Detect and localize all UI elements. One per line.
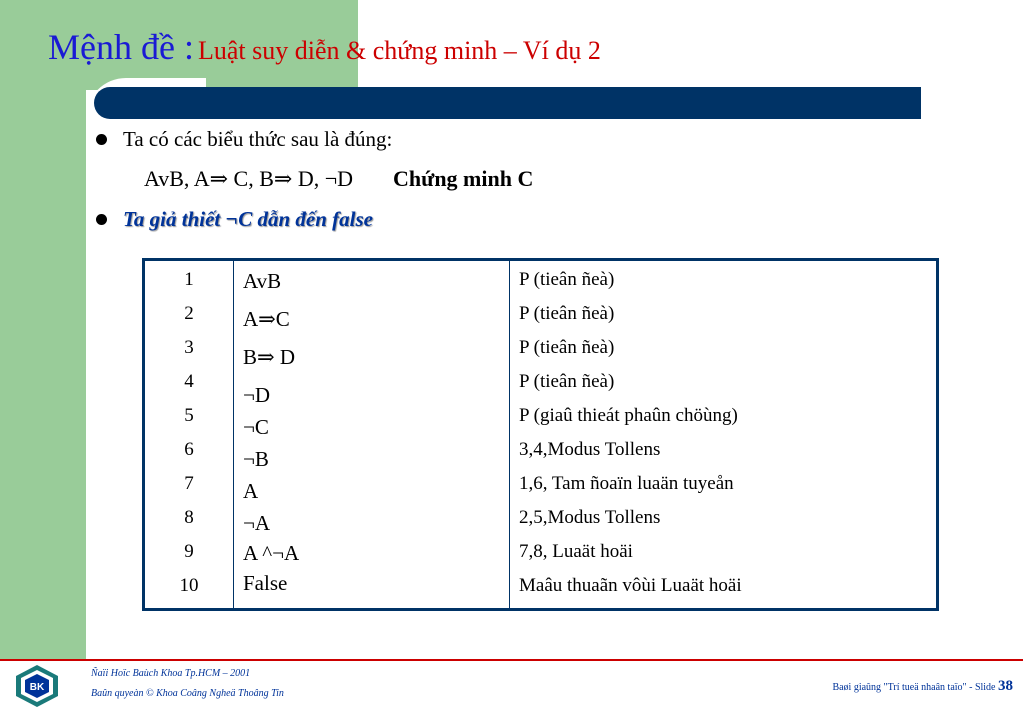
reason: P (tieân ñeà) bbox=[519, 269, 615, 290]
bullet-dot-icon bbox=[96, 214, 107, 225]
footer-copyright: Baûn quyeàn © Khoa Coâng Ngheä Thoâng Tin bbox=[91, 688, 284, 699]
reason-column bbox=[510, 261, 936, 608]
step-number: 8 bbox=[184, 507, 194, 528]
step-number-column bbox=[145, 261, 234, 608]
step-number: 6 bbox=[184, 439, 194, 460]
formula: ¬B bbox=[243, 447, 269, 471]
title-main: Mệnh đề : bbox=[48, 27, 194, 67]
footer-institution: Ñaïi Hoïc Baùch Khoa Tp.HCM – 2001 bbox=[91, 668, 251, 679]
bullet-2-text: Ta giả thiết ¬C dẫn đến false bbox=[123, 207, 373, 231]
formula: ¬C bbox=[243, 415, 269, 439]
reason: P (tieân ñeà) bbox=[519, 337, 615, 358]
formula: A ^¬A bbox=[243, 541, 300, 565]
formula: A bbox=[243, 479, 259, 503]
reason: P (tieân ñeà) bbox=[519, 371, 615, 392]
expression-line bbox=[144, 166, 533, 192]
proof-table bbox=[142, 258, 939, 611]
university-logo-icon bbox=[12, 664, 62, 708]
reason: 1,6, Tam ñoaïn luaän tuyeån bbox=[519, 473, 734, 494]
bullet-1-text: Ta có các biểu thức sau là đúng: bbox=[123, 127, 393, 151]
formula: A⇒C bbox=[243, 307, 290, 331]
reason: Maâu thuaãn vôùi Luaät hoäi bbox=[519, 575, 742, 596]
reason: P (giaû thieát phaûn chöùng) bbox=[519, 405, 738, 426]
step-number: 1 bbox=[184, 269, 194, 290]
step-number: 2 bbox=[184, 303, 194, 324]
reason: 7,8, Luaät hoäi bbox=[519, 541, 633, 562]
step-number: 9 bbox=[184, 541, 194, 562]
footer-divider bbox=[0, 659, 1023, 661]
bullet-item-1 bbox=[96, 127, 392, 152]
formula: False bbox=[243, 571, 288, 595]
reason: 2,5,Modus Tollens bbox=[519, 507, 661, 528]
slide-number: 38 bbox=[998, 678, 1013, 694]
formula: ¬D bbox=[243, 383, 271, 407]
step-number: 7 bbox=[184, 473, 194, 494]
step-number: 5 bbox=[184, 405, 194, 426]
goal-text: Chứng minh C bbox=[393, 166, 534, 191]
expressions-text: AvB, A⇒ C, B⇒ D, ¬D bbox=[144, 166, 353, 191]
formula: AvB bbox=[243, 269, 282, 293]
reason: 3,4,Modus Tollens bbox=[519, 439, 661, 460]
logo-text: BK bbox=[29, 682, 45, 693]
title-sub: Luật suy diễn & chứng minh – Ví dụ 2 bbox=[197, 36, 601, 65]
step-number: 3 bbox=[184, 337, 194, 358]
formula: B⇒ D bbox=[243, 345, 296, 369]
slide-title bbox=[48, 26, 601, 68]
bullet-dot-icon bbox=[96, 134, 107, 145]
reason: P (tieân ñeà) bbox=[519, 303, 615, 324]
step-number: 10 bbox=[179, 575, 199, 596]
left-green-band bbox=[0, 0, 86, 660]
footer-course-text: Baøi giaûng "Trí tueä nhaân taïo" - Slide bbox=[832, 682, 996, 693]
formula-column bbox=[234, 261, 510, 608]
footer-slide-info bbox=[832, 678, 1013, 695]
bullet-item-2 bbox=[96, 207, 373, 232]
title-bar bbox=[94, 87, 921, 119]
formula: ¬A bbox=[243, 511, 271, 535]
step-number: 4 bbox=[184, 371, 194, 392]
